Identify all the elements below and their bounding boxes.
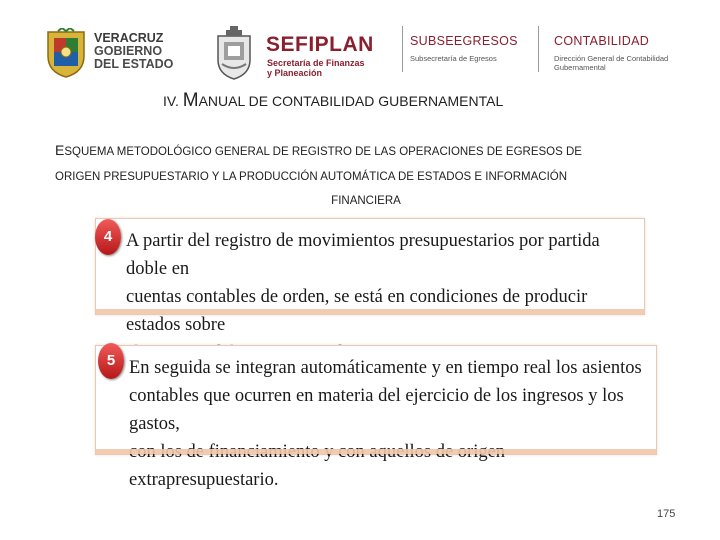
header-divider: [402, 26, 403, 72]
step-4-line1: A partir del registro de movimientos presupuestarios por partida doble en: [126, 231, 600, 279]
contabilidad-sub-line1: Dirección General de Contabilidad: [554, 54, 669, 63]
step-4-accent: [96, 309, 644, 314]
contabilidad-heading: CONTABILIDAD: [554, 34, 650, 48]
header-divider: [538, 26, 539, 72]
veracruz-wordmark: [94, 32, 173, 71]
contabilidad-sub-line2: Gubernamental: [554, 63, 606, 72]
sefiplan-title: SEFIPLAN: [266, 33, 374, 56]
subsecretaria-heading: SUBSEEGRESOS: [410, 34, 518, 48]
section-title-rest: ANUAL DE CONTABILIDAD GUBERNAMENTAL: [198, 93, 504, 109]
subsecretaria-sub: Subsecretaría de Egresos: [410, 54, 497, 63]
section-title: [163, 90, 503, 112]
step-4-badge: 4: [95, 219, 121, 255]
subsecretaria-block: [410, 34, 518, 63]
veracruz-logo: [44, 26, 174, 82]
page-number: 175: [657, 508, 676, 520]
step-5-line1: En seguida se integran automáticamente y en tiempo real los asientos: [129, 358, 642, 378]
section-first-letter: M: [182, 90, 199, 111]
veracruz-shield-icon: [44, 28, 88, 78]
contabilidad-sub: [554, 54, 668, 72]
sefiplan-logo: [212, 24, 392, 84]
step-4-box: [95, 218, 645, 335]
veracruz-line2: GOBIERNO: [94, 44, 163, 58]
veracruz-line1: VERACRUZ: [94, 31, 164, 45]
veracruz-line3: DEL ESTADO: [94, 57, 174, 71]
esquema-line2: ORIGEN PRESUPUESTARIO Y LA PRODUCCIÓN AUTOMÁTICA DE ESTADOS E INFORMACIÓN: [55, 171, 568, 183]
contabilidad-block: [554, 34, 668, 72]
sefiplan-subtitle: [267, 58, 365, 78]
esquema-line3: FINANCIERA: [331, 195, 401, 207]
sefiplan-sub-line2: y Planeación: [267, 68, 323, 78]
step-4-line2: cuentas contables de orden, se está en condiciones de producir estados sobre: [126, 287, 588, 335]
esquema-line1: SQUEMA METODOLÓGICO GENERAL DE REGISTRO DE LAS OPERACIONES DE EGRESOS DE: [64, 146, 582, 158]
esquema-first-letter: E: [55, 142, 65, 158]
step-5-text: [129, 354, 656, 494]
step-5-badge: 5: [98, 343, 124, 379]
section-roman: IV.: [163, 93, 183, 109]
step-5-box: [95, 345, 657, 490]
step-5-line3: extrapresupuestario.: [129, 470, 279, 490]
step-5-accent: [96, 449, 656, 454]
step-5-line2: contables que ocurren en materia del ejercicio de los ingresos y los gastos,: [129, 386, 624, 434]
sefiplan-sub-line1: Secretaría de Finanzas: [267, 58, 365, 68]
sefiplan-shield-icon: [212, 24, 256, 80]
esquema-heading: [55, 138, 677, 213]
